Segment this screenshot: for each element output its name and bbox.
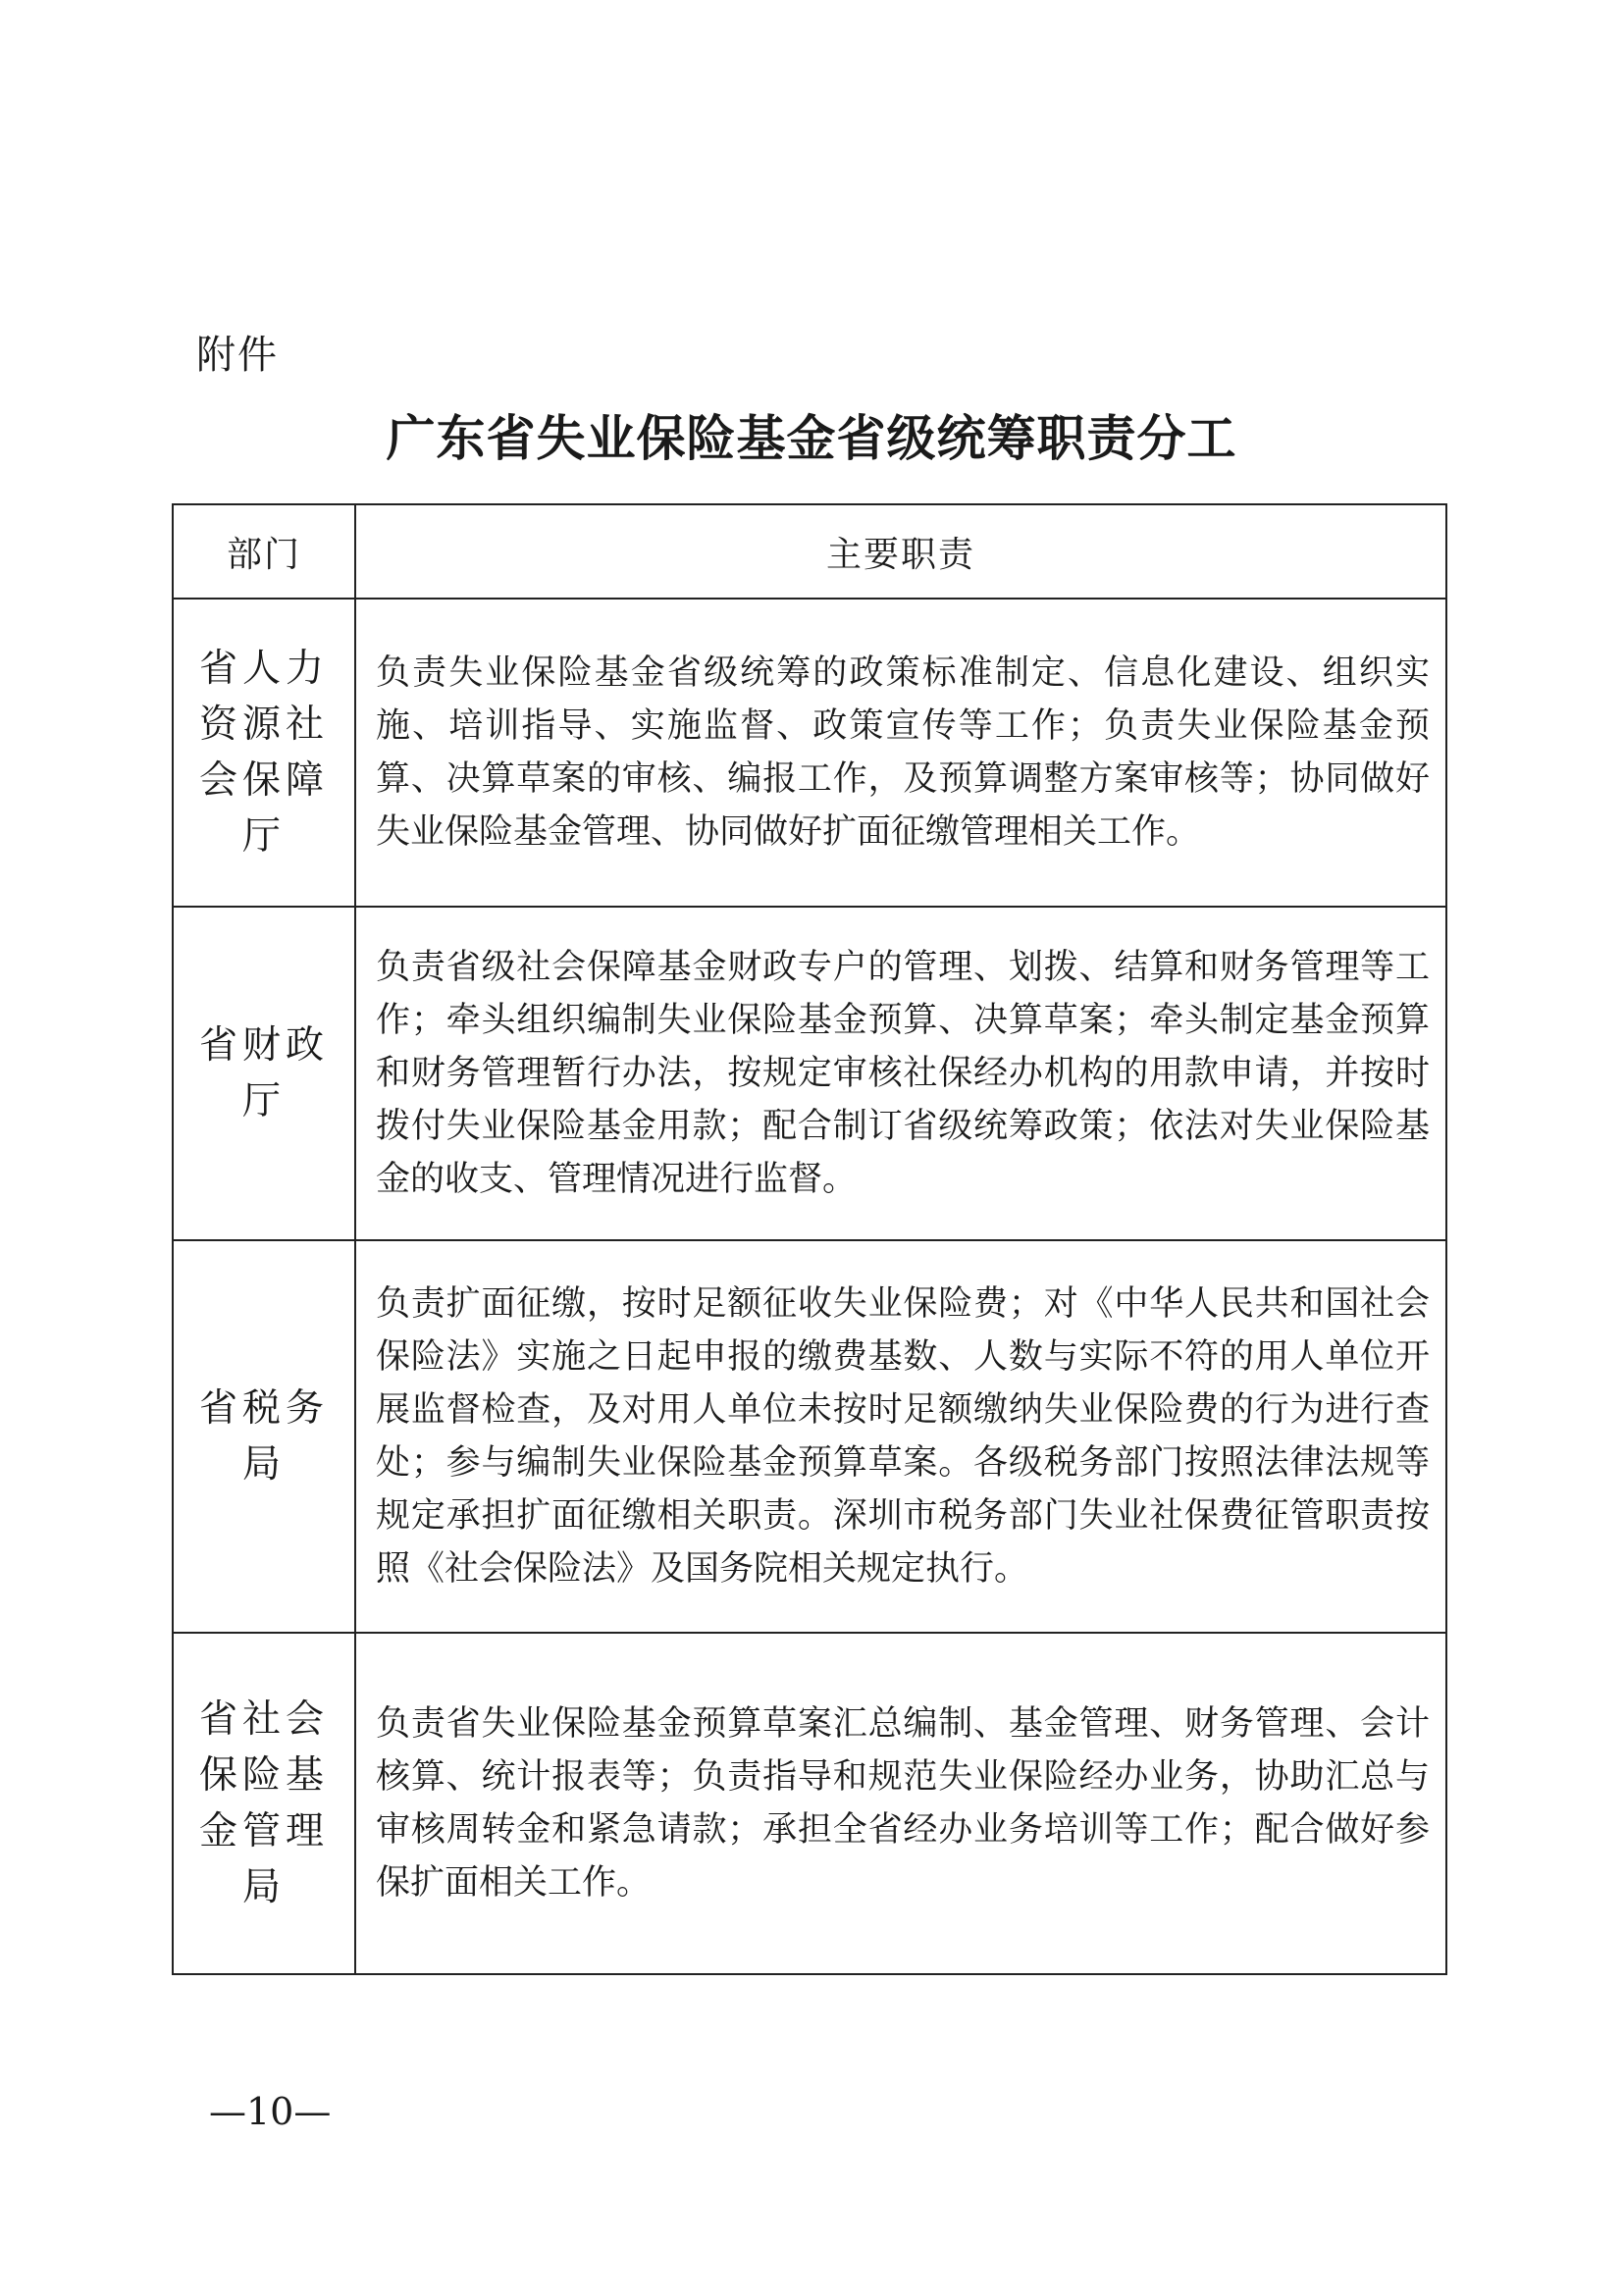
column-header-department: 部门 xyxy=(173,504,355,599)
duties-cell: 负责省级社会保障基金财政专户的管理、划拨、结算和财务管理等工作；牵头组织编制失业保险基金预算、决算草案；牵头制定基金预算和财务管理暂行办法，按规定审核社保经办机构的用款申请，并按时拨付失业保险基金用款；配合制订省级统筹政策；依法对失业保险基金的收支、管理情况进行监督。 xyxy=(355,907,1446,1240)
department-cell xyxy=(173,1240,355,1633)
duties-cell: 负责省失业保险基金预算草案汇总编制、基金管理、财务管理、会计核算、统计报表等；负责指导和规范失业保险经办业务，协助汇总与审核周转金和紧急请款；承担全省经办业务培训等工作；配合做好参保扩面相关工作。 xyxy=(355,1633,1446,1974)
department-cell xyxy=(173,1633,355,1974)
department-cell xyxy=(173,907,355,1240)
table-row xyxy=(173,1633,1446,1974)
duties-cell: 负责失业保险基金省级统筹的政策标准制定、信息化建设、组织实施、培训指导、实施监督、政策宣传等工作；负责失业保险基金预算、决算草案的审核、编报工作，及预算调整方案审核等；协同做好失业保险基金管理、协同做好扩面征缴管理相关工作。 xyxy=(355,599,1446,907)
page-number: —10— xyxy=(209,2090,332,2133)
duties-cell: 负责扩面征缴，按时足额征收失业保险费；对《中华人民共和国社会保险法》实施之日起申报的缴费基数、人数与实际不符的用人单位开展监督检查，及对用人单位未按时足额缴纳失业保险费的行为进行查处；参与编制失业保险基金预算草案。各级税务部门按照法律法规等规定承担扩面征缴相关职责。深圳市税务部门失业社保费征管职责按照《社会保险法》及国务院相关规定执行。 xyxy=(355,1240,1446,1633)
table-row xyxy=(173,907,1446,1240)
responsibility-table xyxy=(172,503,1447,1975)
document-title: 广东省失业保险基金省级统筹职责分工 xyxy=(386,410,1237,467)
table-row xyxy=(173,599,1446,907)
department-name: 省税务局 xyxy=(198,1386,329,1487)
table-header-row xyxy=(173,504,1446,599)
table-row xyxy=(173,1240,1446,1633)
department-cell xyxy=(173,599,355,907)
attachment-label: 附件 xyxy=(196,333,279,378)
department-name: 省财政厅 xyxy=(198,1023,329,1123)
column-header-duties: 主要职责 xyxy=(355,504,1446,599)
department-name: 省人力资源社会保障厅 xyxy=(198,647,329,859)
department-name: 省社会保险基金管理局 xyxy=(198,1697,329,1909)
